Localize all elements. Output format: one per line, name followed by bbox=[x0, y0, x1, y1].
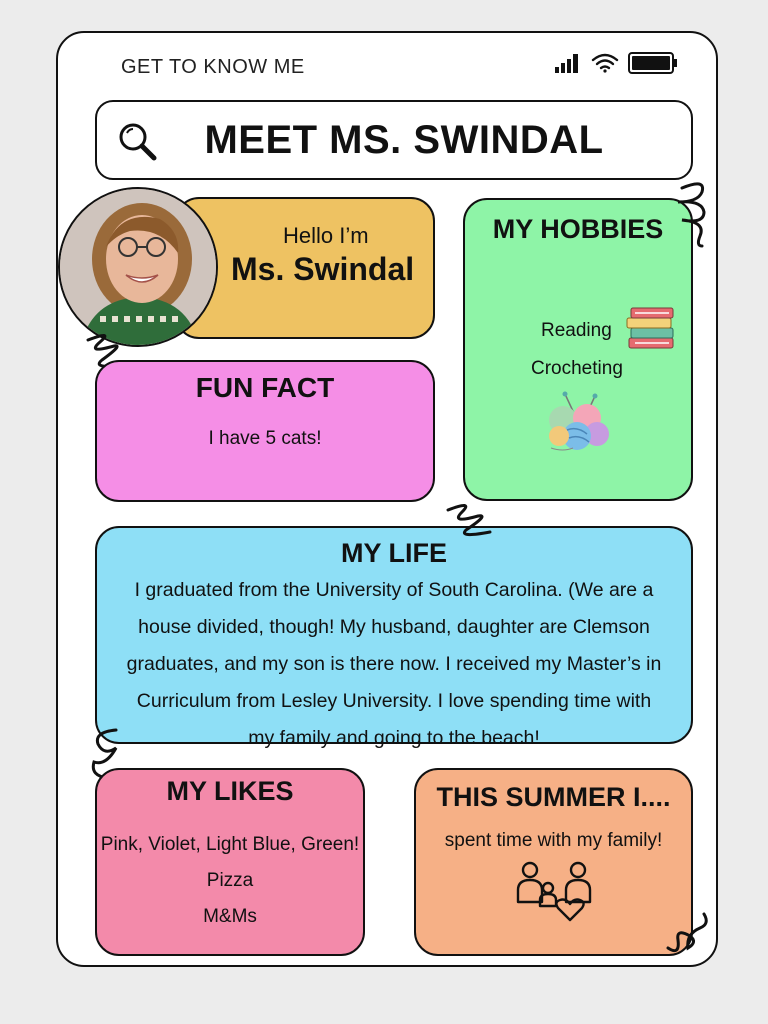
squiggle-decoration bbox=[664, 908, 712, 958]
summer-card bbox=[414, 768, 693, 956]
family-icon bbox=[514, 860, 596, 922]
hobby-crocheting: Crocheting bbox=[531, 358, 623, 379]
battery-icon bbox=[629, 53, 677, 73]
like-item: M&Ms bbox=[203, 906, 257, 927]
life-text bbox=[113, 572, 675, 757]
life-line: house divided, though! My husband, daughter are Clemson bbox=[138, 616, 650, 638]
summer-text: spent time with my family! bbox=[444, 830, 663, 851]
summer-heading: THIS SUMMER I.... bbox=[436, 782, 671, 812]
yarn-icon bbox=[543, 390, 613, 456]
avatar bbox=[58, 187, 218, 347]
likes-card bbox=[95, 768, 365, 956]
search-bar[interactable] bbox=[95, 100, 693, 180]
intro-greeting: Hello I’m bbox=[283, 223, 369, 248]
books-icon bbox=[625, 304, 677, 352]
life-line: my family and going to the beach! bbox=[248, 727, 540, 749]
like-item: Pizza bbox=[206, 870, 254, 891]
life-card bbox=[95, 526, 693, 749]
life-heading: MY LIFE bbox=[340, 538, 447, 568]
squiggle-decoration bbox=[444, 500, 496, 540]
hobby-reading: Reading bbox=[541, 320, 612, 341]
hobbies-heading: MY HOBBIES bbox=[492, 214, 664, 244]
page-title: MEET MS. SWINDAL bbox=[204, 118, 604, 162]
fun-fact-heading: FUN FACT bbox=[195, 372, 335, 403]
life-line: I graduated from the University of South Carolina. (We are a bbox=[134, 579, 654, 601]
fun-fact-card bbox=[95, 360, 435, 502]
intro-name: Ms. Swindal bbox=[231, 251, 415, 287]
signal-icon bbox=[555, 54, 578, 73]
life-line: Curriculum from Lesley University. I love spending time with bbox=[136, 690, 652, 712]
life-line: graduates, and my son is there now. I received my Master’s in bbox=[126, 653, 662, 675]
status-icons bbox=[553, 50, 679, 76]
likes-heading: MY LIKES bbox=[166, 776, 294, 806]
fun-fact-text: I have 5 cats! bbox=[208, 428, 322, 449]
squiggle-decoration bbox=[672, 180, 712, 250]
like-item: Pink, Violet, Light Blue, Green! bbox=[100, 834, 360, 855]
status-title: GET TO KNOW ME bbox=[121, 56, 305, 78]
wifi-icon bbox=[593, 55, 617, 73]
portrait-photo bbox=[60, 189, 218, 347]
hobbies-card bbox=[463, 198, 693, 501]
